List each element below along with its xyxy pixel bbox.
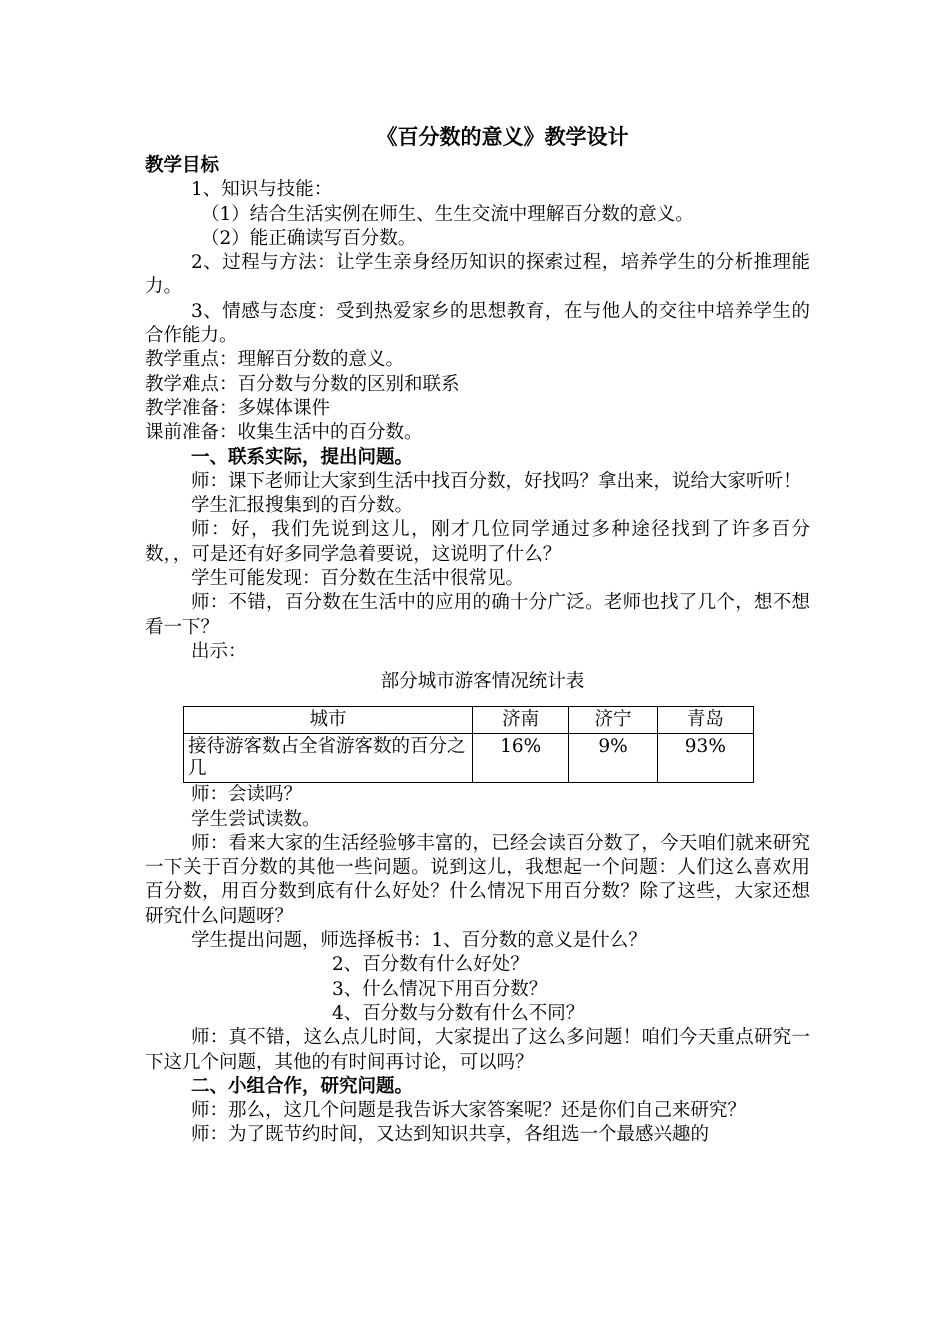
section-heading: 一、联系实际，提出问题。 <box>191 446 414 468</box>
objective-item: 2、过程与方法：让学生亲身经历知识的探索过程，培养学生的分析推理能力。 <box>145 252 810 298</box>
paragraph: 师：好，我们先说到这儿，刚才几位同学通过多种途径找到了许多百分数，，可是还有好多同学急着要说，这说明了什么？ <box>145 519 810 565</box>
paragraph: 师：不错，百分数在生活中的应用的确十分广泛。老师也找了几个，想不想看一下？ <box>145 592 810 638</box>
paragraph: 师：看来大家的生活经验够丰富的，已经会读百分数了，今天咱们就来研究一下关于百分数的其他一些问题。说到这儿，我想起一个问题：人们这么喜欢用百分数，用百分数到底有什么好处？什么情况下用百分数？除了这些，大家还想研究什么问题呀？ <box>145 832 810 927</box>
statistics-table <box>183 706 754 783</box>
paragraph: 出示： <box>191 640 247 662</box>
table-row <box>184 734 754 783</box>
info-line: 教学准备：多媒体课件 <box>145 397 331 419</box>
paragraph: 学生提出问题，师选择板书：1、百分数的意义是什么？ <box>191 930 647 952</box>
paragraph: 师：那么，这几个问题是我告诉大家答案呢？还是你们自己来研究？ <box>191 1100 747 1122</box>
question-item: 4、百分数与分数有什么不同？ <box>332 1002 585 1024</box>
paragraph: 师：为了既节约时间，又达到知识共享，各组选一个最感兴趣的 <box>191 1124 710 1146</box>
table-cell: 9% <box>569 734 657 783</box>
question-item: 3、什么情况下用百分数？ <box>332 978 548 1000</box>
info-line: 教学难点：百分数与分数的区别和联系 <box>145 373 460 395</box>
paragraph: 师：会读吗？ <box>191 784 303 806</box>
table-cell: 16% <box>473 734 569 783</box>
paragraph: 学生可能发现：百分数在生活中很常见。 <box>191 568 525 590</box>
objective-item: （2）能正确读写百分数。 <box>201 227 417 249</box>
table-header-cell: 城市 <box>184 707 473 734</box>
section-heading: 二、小组合作，研究问题。 <box>191 1075 414 1097</box>
table-header-row <box>184 707 754 734</box>
objectives-heading: 教学目标 <box>145 155 220 176</box>
question-item: 2、百分数有什么好处？ <box>332 954 529 976</box>
objective-item: 3、情感与态度：受到热爱家乡的思想教育，在与他人的交往中培养学生的合作能力。 <box>145 300 810 347</box>
paragraph: 师：真不错，这么点儿时间，大家提出了这么多问题！咱们今天重点研究一下这几个问题，其他的有时间再讨论，可以吗？ <box>145 1027 810 1073</box>
table-header-cell: 济宁 <box>569 707 657 734</box>
paragraph: 学生尝试读数。 <box>191 808 321 830</box>
info-line: 课前准备：收集生活中的百分数。 <box>145 422 423 444</box>
table-header-cell: 济南 <box>473 707 569 734</box>
paragraph: 师：课下老师让大家到生活中找百分数，好找吗？拿出来，说给大家听听！ <box>191 470 802 492</box>
info-line: 教学重点：理解百分数的意义。 <box>145 349 405 371</box>
paragraph: 学生汇报搜集到的百分数。 <box>191 495 414 517</box>
table-cell: 接待游客数占全省游客数的百分之几 <box>184 734 473 783</box>
document-page <box>145 120 810 1148</box>
table-caption: 部分城市游客情况统计表 <box>380 671 585 693</box>
objective-item: 1、知识与技能： <box>191 179 333 201</box>
objective-item: （1）结合生活实例在师生、生生交流中理解百分数的意义。 <box>201 203 694 225</box>
table-header-cell: 青岛 <box>657 707 753 734</box>
table-cell: 93% <box>657 734 753 783</box>
document-title: 《百分数的意义》教学设计 <box>376 124 629 149</box>
